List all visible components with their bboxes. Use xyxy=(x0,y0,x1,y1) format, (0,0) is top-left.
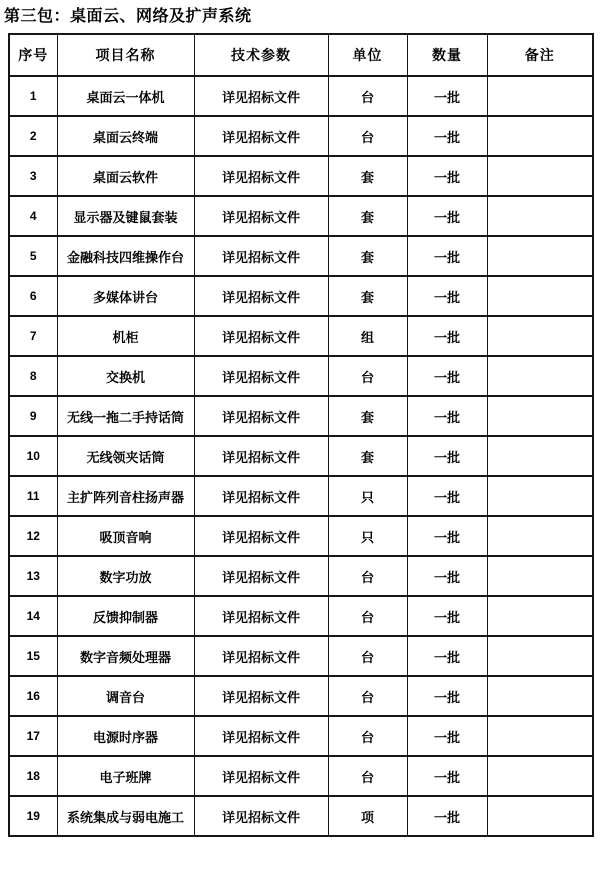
tech-params: 详见招标文件 xyxy=(194,716,328,756)
remarks xyxy=(487,716,593,756)
item-name: 调音台 xyxy=(57,676,194,716)
row-number: 14 xyxy=(9,596,57,636)
column-header-item-name: 项目名称 xyxy=(57,34,194,76)
unit: 台 xyxy=(328,636,407,676)
table-row xyxy=(9,796,593,836)
table-row xyxy=(9,436,593,476)
unit: 台 xyxy=(328,76,407,116)
row-number: 16 xyxy=(9,676,57,716)
table-row xyxy=(9,476,593,516)
tech-params: 详见招标文件 xyxy=(194,276,328,316)
quantity: 一批 xyxy=(407,436,487,476)
quantity: 一批 xyxy=(407,396,487,436)
unit: 台 xyxy=(328,556,407,596)
unit: 台 xyxy=(328,756,407,796)
item-name: 反馈抑制器 xyxy=(57,596,194,636)
item-name: 吸顶音响 xyxy=(57,516,194,556)
remarks xyxy=(487,556,593,596)
tech-params: 详见招标文件 xyxy=(194,756,328,796)
quantity: 一批 xyxy=(407,756,487,796)
remarks xyxy=(487,196,593,236)
unit: 台 xyxy=(328,356,407,396)
remarks xyxy=(487,356,593,396)
table-row xyxy=(9,116,593,156)
unit: 只 xyxy=(328,476,407,516)
quantity: 一批 xyxy=(407,596,487,636)
item-name: 电子班牌 xyxy=(57,756,194,796)
column-header-tech-params: 技术参数 xyxy=(194,34,328,76)
column-header-unit: 单位 xyxy=(328,34,407,76)
quantity: 一批 xyxy=(407,716,487,756)
row-number: 3 xyxy=(9,156,57,196)
table-row xyxy=(9,756,593,796)
quantity: 一批 xyxy=(407,556,487,596)
table-row xyxy=(9,676,593,716)
tech-params: 详见招标文件 xyxy=(194,236,328,276)
item-name: 桌面云一体机 xyxy=(57,76,194,116)
tech-params: 详见招标文件 xyxy=(194,476,328,516)
quantity: 一批 xyxy=(407,676,487,716)
table-row xyxy=(9,236,593,276)
row-number: 8 xyxy=(9,356,57,396)
quantity: 一批 xyxy=(407,116,487,156)
tech-params: 详见招标文件 xyxy=(194,356,328,396)
tech-params: 详见招标文件 xyxy=(194,596,328,636)
unit: 台 xyxy=(328,676,407,716)
item-name: 无线一拖二手持话筒 xyxy=(57,396,194,436)
table-row xyxy=(9,556,593,596)
item-name: 系统集成与弱电施工 xyxy=(57,796,194,836)
remarks xyxy=(487,516,593,556)
unit: 台 xyxy=(328,116,407,156)
item-name: 数字音频处理器 xyxy=(57,636,194,676)
unit: 套 xyxy=(328,276,407,316)
table-row xyxy=(9,356,593,396)
item-name: 交换机 xyxy=(57,356,194,396)
row-number: 17 xyxy=(9,716,57,756)
remarks xyxy=(487,396,593,436)
row-number: 6 xyxy=(9,276,57,316)
remarks xyxy=(487,156,593,196)
tech-params: 详见招标文件 xyxy=(194,156,328,196)
row-number: 4 xyxy=(9,196,57,236)
unit: 项 xyxy=(328,796,407,836)
row-number: 12 xyxy=(9,516,57,556)
row-number: 1 xyxy=(9,76,57,116)
tech-params: 详见招标文件 xyxy=(194,196,328,236)
quantity: 一批 xyxy=(407,156,487,196)
item-name: 多媒体讲台 xyxy=(57,276,194,316)
row-number: 19 xyxy=(9,796,57,836)
row-number: 18 xyxy=(9,756,57,796)
column-header-row-number: 序号 xyxy=(9,34,57,76)
tech-params: 详见招标文件 xyxy=(194,316,328,356)
table-row xyxy=(9,516,593,556)
unit: 套 xyxy=(328,436,407,476)
table-row xyxy=(9,76,593,116)
tech-params: 详见招标文件 xyxy=(194,796,328,836)
remarks xyxy=(487,236,593,276)
quantity: 一批 xyxy=(407,76,487,116)
table-row xyxy=(9,396,593,436)
table-row xyxy=(9,596,593,636)
row-number: 11 xyxy=(9,476,57,516)
table-row xyxy=(9,276,593,316)
tech-params: 详见招标文件 xyxy=(194,676,328,716)
table-row xyxy=(9,316,593,356)
item-name: 桌面云软件 xyxy=(57,156,194,196)
item-name: 数字功放 xyxy=(57,556,194,596)
unit: 台 xyxy=(328,716,407,756)
unit: 只 xyxy=(328,516,407,556)
table-body xyxy=(9,76,593,836)
tech-params: 详见招标文件 xyxy=(194,436,328,476)
remarks xyxy=(487,676,593,716)
items-table xyxy=(8,33,594,837)
quantity: 一批 xyxy=(407,356,487,396)
item-name: 显示器及键鼠套装 xyxy=(57,196,194,236)
remarks xyxy=(487,596,593,636)
remarks xyxy=(487,636,593,676)
quantity: 一批 xyxy=(407,476,487,516)
item-name: 主扩阵列音柱扬声器 xyxy=(57,476,194,516)
remarks xyxy=(487,476,593,516)
quantity: 一批 xyxy=(407,196,487,236)
tech-params: 详见招标文件 xyxy=(194,556,328,596)
table-row xyxy=(9,156,593,196)
item-name: 机柜 xyxy=(57,316,194,356)
tech-params: 详见招标文件 xyxy=(194,516,328,556)
quantity: 一批 xyxy=(407,636,487,676)
table-row xyxy=(9,716,593,756)
header-row xyxy=(9,34,593,76)
tech-params: 详见招标文件 xyxy=(194,396,328,436)
tech-params: 详见招标文件 xyxy=(194,76,328,116)
package-title: 第三包：桌面云、网络及扩声系统 xyxy=(4,8,252,25)
column-header-remarks: 备注 xyxy=(487,34,593,76)
unit: 台 xyxy=(328,596,407,636)
unit: 套 xyxy=(328,396,407,436)
tech-params: 详见招标文件 xyxy=(194,116,328,156)
row-number: 15 xyxy=(9,636,57,676)
table-header xyxy=(9,34,593,76)
row-number: 10 xyxy=(9,436,57,476)
row-number: 2 xyxy=(9,116,57,156)
remarks xyxy=(487,756,593,796)
tech-params: 详见招标文件 xyxy=(194,636,328,676)
item-name: 电源时序器 xyxy=(57,716,194,756)
table-row xyxy=(9,196,593,236)
remarks xyxy=(487,76,593,116)
unit: 套 xyxy=(328,236,407,276)
remarks xyxy=(487,116,593,156)
unit: 组 xyxy=(328,316,407,356)
remarks xyxy=(487,316,593,356)
row-number: 7 xyxy=(9,316,57,356)
unit: 套 xyxy=(328,156,407,196)
row-number: 9 xyxy=(9,396,57,436)
quantity: 一批 xyxy=(407,796,487,836)
unit: 套 xyxy=(328,196,407,236)
table-row xyxy=(9,636,593,676)
remarks xyxy=(487,436,593,476)
remarks xyxy=(487,796,593,836)
remarks xyxy=(487,276,593,316)
item-name: 桌面云终端 xyxy=(57,116,194,156)
row-number: 13 xyxy=(9,556,57,596)
quantity: 一批 xyxy=(407,316,487,356)
quantity: 一批 xyxy=(407,516,487,556)
row-number: 5 xyxy=(9,236,57,276)
quantity: 一批 xyxy=(407,236,487,276)
item-name: 金融科技四维操作台 xyxy=(57,236,194,276)
item-name: 无线领夹话筒 xyxy=(57,436,194,476)
column-header-quantity: 数量 xyxy=(407,34,487,76)
quantity: 一批 xyxy=(407,276,487,316)
